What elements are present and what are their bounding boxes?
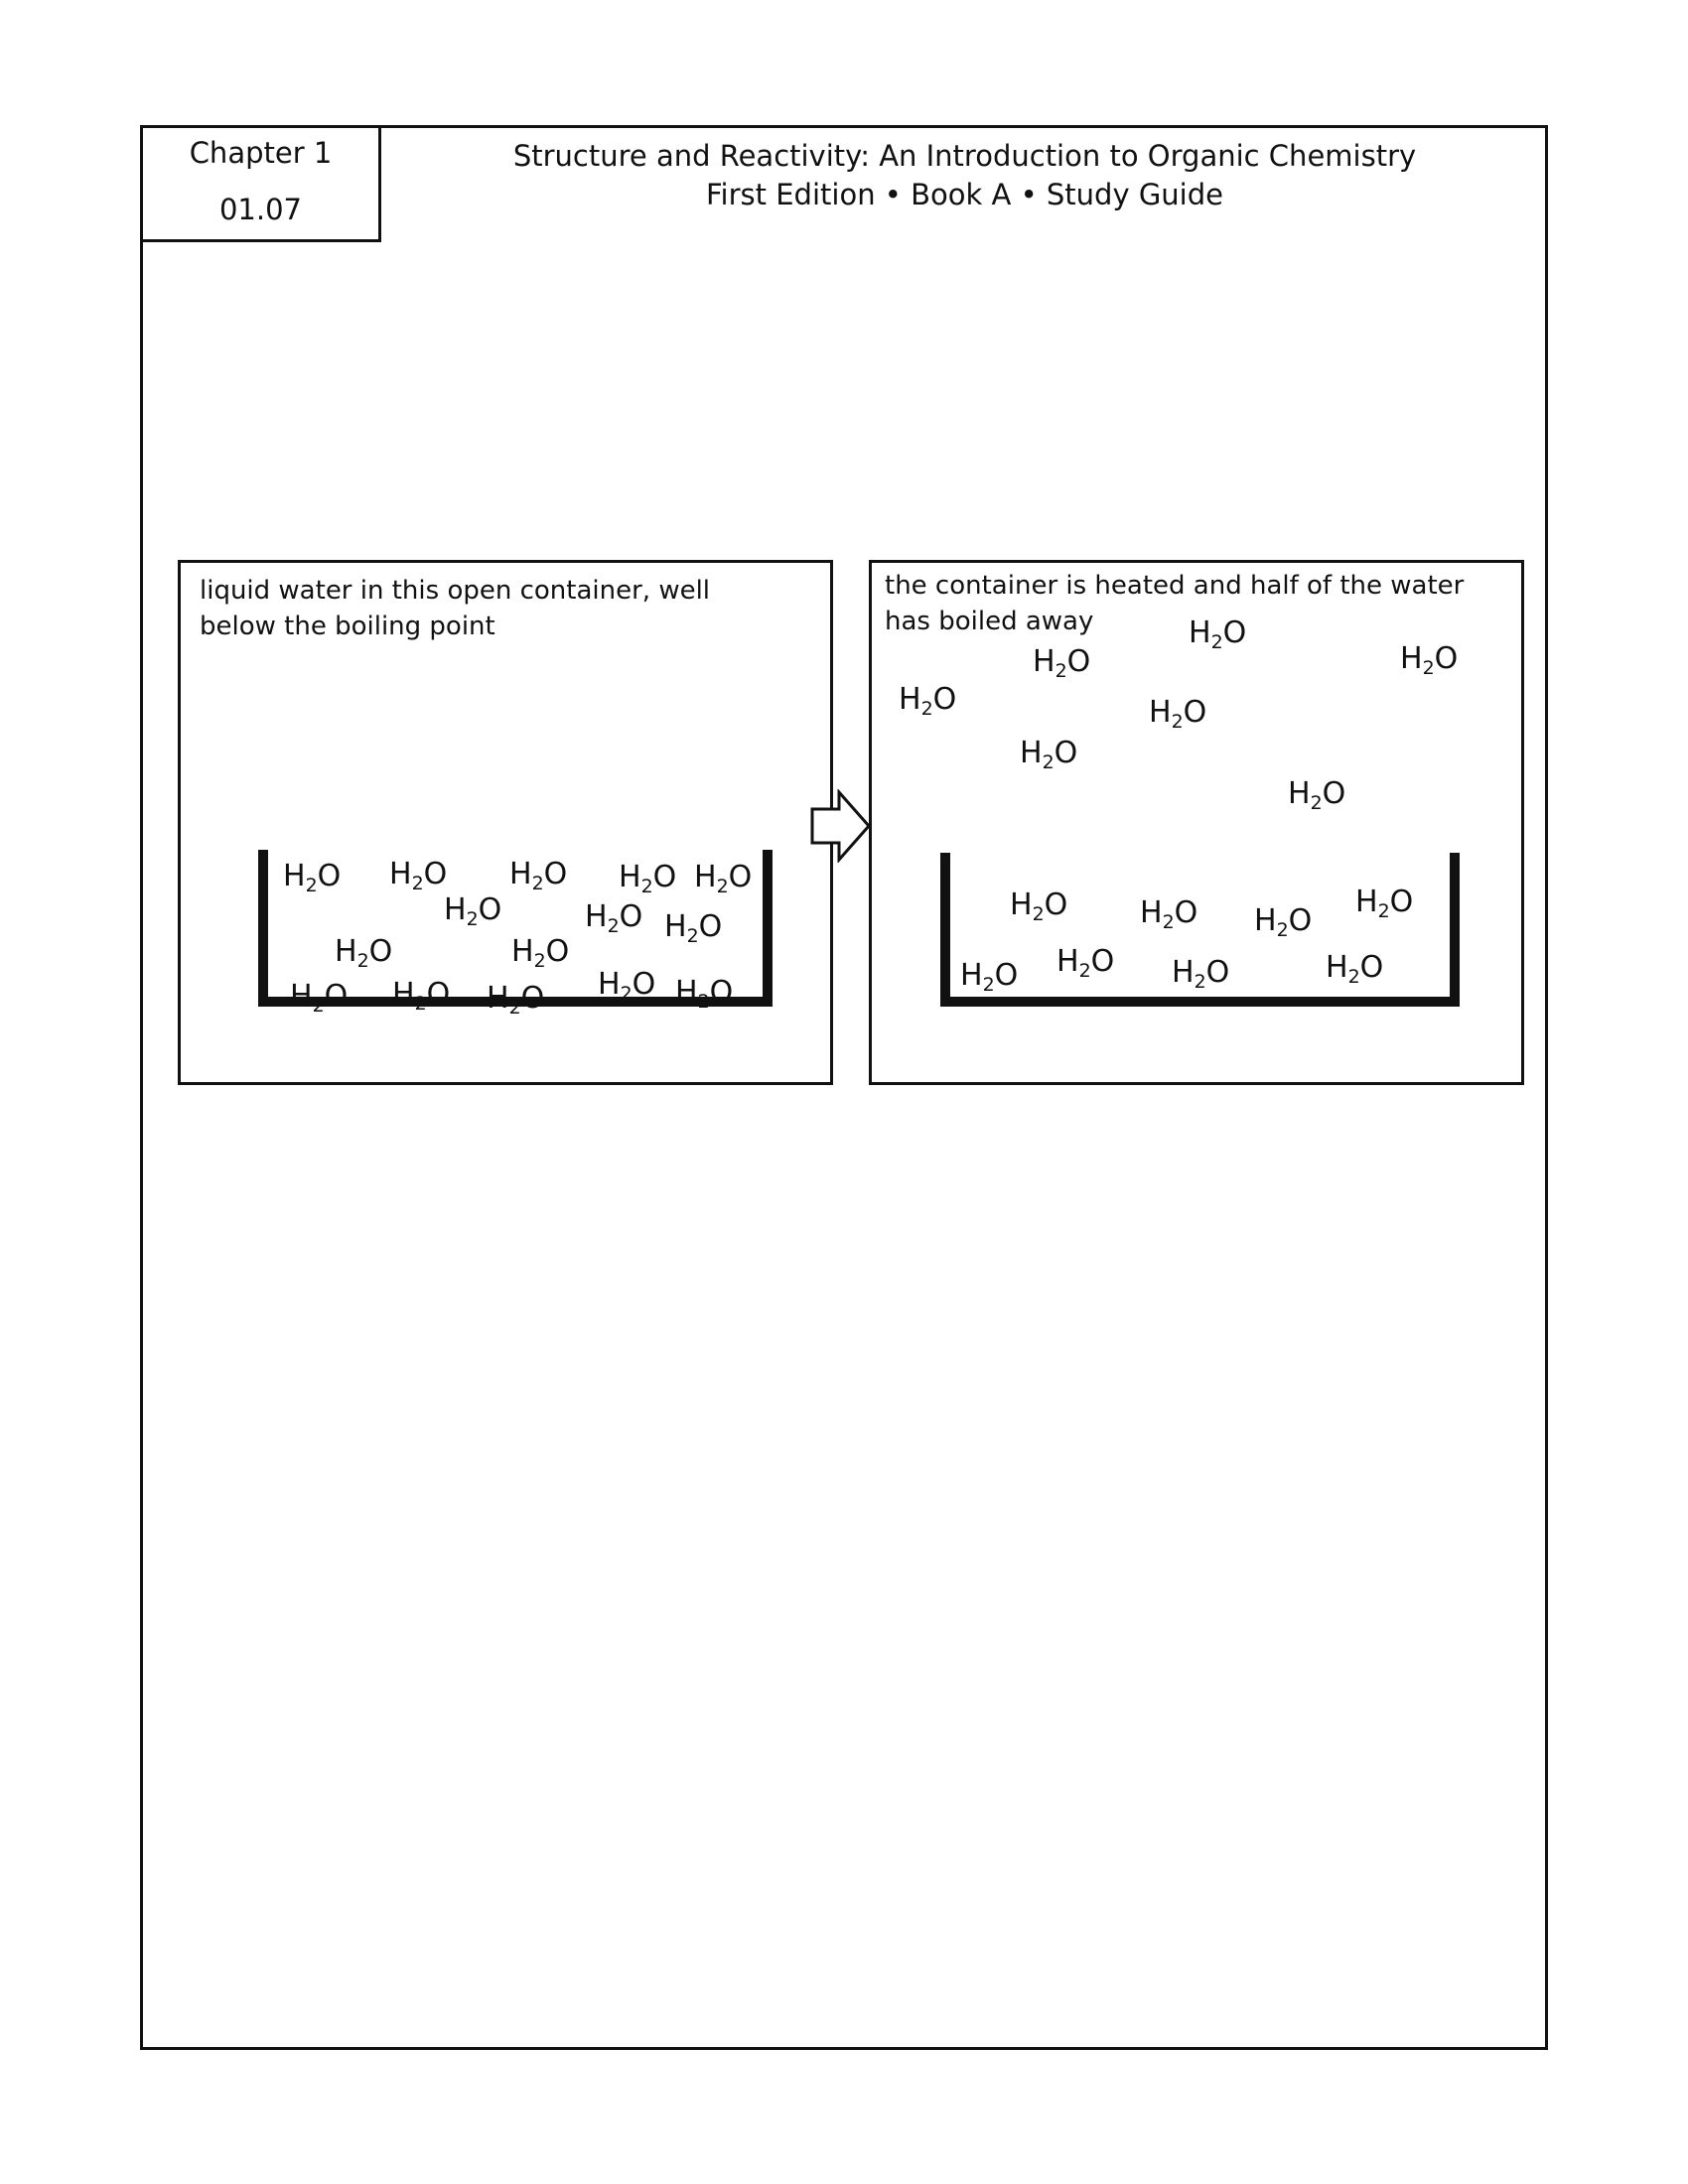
water-molecule-gas (1288, 776, 1346, 814)
water-molecule-liquid (598, 967, 656, 1005)
h-symbol: H (960, 958, 983, 993)
water-molecule-liquid (1140, 895, 1198, 933)
h-symbol: H (619, 860, 641, 894)
o-symbol: O (1183, 695, 1207, 730)
water-molecule-liquid (960, 958, 1019, 996)
water-molecule-liquid (664, 909, 723, 947)
o-symbol: O (652, 860, 677, 894)
h-symbol: H (335, 934, 357, 969)
water-molecule-liquid (1010, 887, 1068, 925)
water-molecule-liquid (585, 899, 643, 937)
h-symbol: H (487, 981, 509, 1016)
book-subtitle: First Edition • Book A • Study Guide (705, 178, 1223, 211)
subscript: 2 (531, 873, 544, 894)
water-molecule-liquid (1172, 955, 1230, 993)
subscript: 2 (312, 995, 325, 1017)
panel-before-caption: liquid water in this open container, well below the boiling point (200, 576, 711, 641)
subscript: 2 (620, 983, 633, 1005)
h-symbol: H (392, 977, 415, 1012)
o-symbol: O (619, 899, 643, 934)
water-molecule-liquid (487, 981, 545, 1019)
o-symbol: O (1174, 895, 1198, 930)
subscript: 2 (1078, 960, 1091, 982)
subscript: 2 (356, 950, 369, 972)
subscript: 2 (1310, 792, 1323, 814)
h-symbol: H (1400, 641, 1423, 676)
h-symbol: H (664, 909, 687, 944)
h-symbol: H (675, 975, 698, 1010)
water-molecule-liquid (1355, 885, 1414, 922)
o-symbol: O (478, 892, 502, 927)
h-symbol: H (1010, 887, 1033, 922)
h-symbol: H (389, 857, 412, 891)
subscript: 2 (508, 997, 521, 1019)
o-symbol: O (543, 857, 568, 891)
o-symbol: O (1066, 644, 1091, 679)
h-symbol: H (899, 682, 921, 717)
subscript: 2 (1347, 966, 1360, 988)
subscript: 2 (1171, 711, 1184, 733)
o-symbol: O (317, 859, 342, 893)
chapter-box (140, 125, 381, 242)
subscript: 2 (305, 875, 318, 896)
h-symbol: H (283, 859, 306, 893)
o-symbol: O (728, 860, 753, 894)
o-symbol: O (1389, 885, 1414, 919)
h-symbol: H (509, 857, 532, 891)
o-symbol: O (1434, 641, 1459, 676)
water-molecule-liquid (389, 857, 448, 894)
subscript: 2 (920, 698, 933, 720)
o-symbol: O (1359, 950, 1384, 985)
o-symbol: O (1205, 955, 1230, 990)
subscript: 2 (607, 915, 620, 937)
h-symbol: H (511, 934, 534, 969)
o-symbol: O (545, 934, 570, 969)
subscript: 2 (686, 925, 699, 947)
subscript: 2 (1210, 631, 1223, 653)
h-symbol: H (1172, 955, 1195, 990)
h-symbol: H (1254, 903, 1277, 938)
subscript: 2 (1055, 660, 1067, 682)
h-symbol: H (1056, 944, 1079, 979)
o-symbol: O (932, 682, 957, 717)
o-symbol: O (1044, 887, 1068, 922)
subscript: 2 (716, 876, 729, 897)
o-symbol: O (698, 909, 723, 944)
water-molecule-gas (899, 682, 957, 720)
panel-before-heating (178, 560, 833, 1085)
subscript: 2 (466, 908, 479, 930)
water-molecule-liquid (392, 977, 451, 1015)
chapter-label: Chapter 1 (189, 136, 333, 170)
subscript: 2 (1194, 971, 1206, 993)
water-molecule-liquid (1056, 944, 1115, 982)
h-symbol: H (1326, 950, 1348, 985)
h-symbol: H (1149, 695, 1172, 730)
o-symbol: O (1222, 615, 1247, 650)
water-molecule-liquid (619, 860, 677, 897)
subscript: 2 (1032, 903, 1045, 925)
o-symbol: O (423, 857, 448, 891)
water-molecule-liquid (511, 934, 570, 972)
o-symbol: O (324, 979, 349, 1014)
water-molecule-liquid (509, 857, 568, 894)
subscript: 2 (1377, 900, 1390, 922)
o-symbol: O (426, 977, 451, 1012)
o-symbol: O (1054, 736, 1078, 770)
o-symbol: O (1090, 944, 1115, 979)
section-number: 01.07 (218, 193, 303, 226)
water-molecule-gas (1189, 615, 1247, 653)
h-symbol: H (1355, 885, 1378, 919)
water-molecule-liquid (444, 892, 502, 930)
water-molecule-gas (1020, 736, 1078, 773)
water-molecule-liquid (1326, 950, 1384, 988)
subscript: 2 (697, 991, 710, 1013)
h-symbol: H (444, 892, 467, 927)
water-molecule-liquid (335, 934, 393, 972)
water-molecule-liquid (1254, 903, 1313, 941)
h-symbol: H (1189, 615, 1211, 650)
water-molecule-liquid (283, 859, 342, 896)
subscript: 2 (1422, 657, 1435, 679)
o-symbol: O (520, 981, 545, 1016)
book-title: Structure and Reactivity: An Introduction to Organic Chemistry (512, 139, 1417, 173)
o-symbol: O (1288, 903, 1313, 938)
h-symbol: H (1033, 644, 1055, 679)
h-symbol: H (1020, 736, 1043, 770)
subscript: 2 (533, 950, 546, 972)
o-symbol: O (709, 975, 734, 1010)
subscript: 2 (414, 993, 427, 1015)
h-symbol: H (1288, 776, 1311, 811)
subscript: 2 (411, 873, 424, 894)
h-symbol: H (694, 860, 717, 894)
water-molecule-liquid (675, 975, 734, 1013)
water-molecule-liquid (290, 979, 349, 1017)
water-molecule-gas (1149, 695, 1207, 733)
h-symbol: H (1140, 895, 1163, 930)
o-symbol: O (368, 934, 393, 969)
o-symbol: O (1322, 776, 1346, 811)
h-symbol: H (585, 899, 608, 934)
panel-after-heating (869, 560, 1524, 1085)
water-molecule-gas (1400, 641, 1459, 679)
panel-after-caption: the container is heated and half of the water has boiled away (885, 571, 1465, 636)
water-molecule-liquid (694, 860, 753, 897)
h-symbol: H (290, 979, 313, 1014)
subscript: 2 (1042, 751, 1055, 773)
water-molecule-gas (1033, 644, 1091, 682)
subscript: 2 (982, 974, 995, 996)
subscript: 2 (1276, 919, 1289, 941)
o-symbol: O (632, 967, 656, 1002)
subscript: 2 (640, 876, 653, 897)
o-symbol: O (994, 958, 1019, 993)
page-frame (140, 125, 1548, 2050)
h-symbol: H (598, 967, 621, 1002)
subscript: 2 (1162, 911, 1175, 933)
right-arrow-icon (809, 789, 873, 863)
